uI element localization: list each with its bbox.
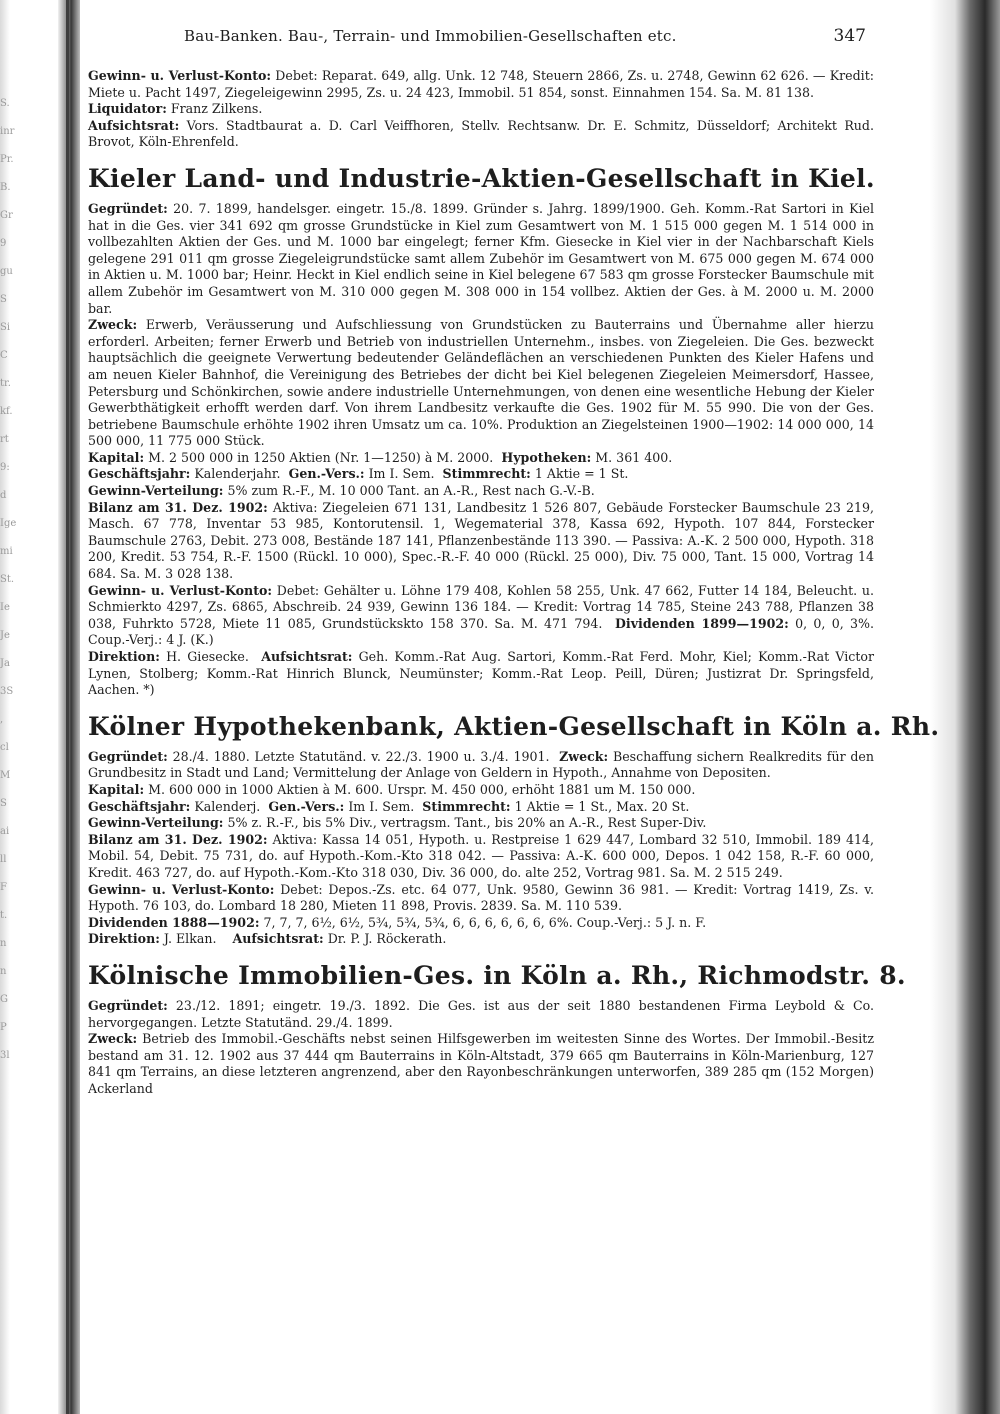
facing-page-fragment: Ie	[0, 602, 10, 613]
facing-page-fragment: Je	[0, 630, 10, 641]
liquidator-paragraph	[88, 101, 874, 118]
zweck-paragraph	[88, 317, 874, 450]
field-label: Stimmrecht:	[442, 466, 531, 482]
field-text: Erwerb, Veräusserung und Aufschliessung von Grundstücken zu Bauterrains und Übernahme aller hierzu erforderl. Arbeiten; ferner Erwerb und Betrieb von industriellen Unternehm., insbes. von Ziegeleien. Die Ges. bezweckt hauptsächlich die geeignete Verwertung bedeutender Geländeflächen an verschiedenen Punkten des Kieler Hafens und am neuen Kieler Bahnhof, die Vereinigung des Betriebes der dicht bei Kiel belegenen Ziegeleien Meimersdorf, Hassee, Petersburg und Schönkirchen, sowie andere industrielle Unternehmungen, von denen eine wesentliche Hebung der Kieler Gewerbthätigkeit erhofft werden darf. Von ihrem Landbesitz verkaufte die Ges. 1902 für M. 55 990. Die von der Ges. betriebene Baumschule erhöhte 1902 ihren Umsatz um ca. 10%. Produktion an Ziegelsteinen 1900—1902: 14 000 000, 14 500 000, 11 775 000 Stück.	[88, 317, 874, 449]
gv-konto-paragraph	[88, 882, 874, 915]
field-text: Debet: Depos.-Zs. etc. 64 077, Unk. 9580, Gewinn 36 981. — Kredit: Vortrag 1419, Zs. v. Hypoth. 76 103, do. Lombard 18 280, Mieten 11 898, Provis. 2839. Sa. M. 110 539.	[88, 881, 874, 914]
facing-page-fragment: inr	[0, 126, 15, 137]
field-label: Aufsichtsrat:	[232, 931, 324, 947]
field-text: Dr. P. J. Röckerath.	[323, 931, 447, 947]
facing-page-fragment: n	[0, 966, 7, 977]
facing-page-fragment: M	[0, 770, 11, 781]
field-text: 28./4. 1880. Letzte Statutänd. v. 22./3. 1900 u. 3./4. 1901.	[167, 748, 550, 764]
field-label: Gewinn-Verteilung:	[88, 815, 224, 831]
gewinn-verteilung-paragraph	[88, 483, 874, 500]
field-text: Kalenderj.	[190, 798, 261, 814]
gegruendet-paragraph	[88, 749, 874, 782]
facing-page-fragment: 9	[0, 238, 7, 249]
facing-page-fragment: ,	[0, 714, 4, 725]
field-text: M. 600 000 in 1000 Aktien à M. 600. Urspr. M. 450 000, erhöht 1881 um M. 150 000.	[144, 781, 696, 797]
field-label: Gewinn- u. Verlust-Konto:	[88, 582, 273, 598]
field-text: Geh. Komm.-Rat Aug. Sartori, Komm.-Rat Ferd. Mohr, Kiel; Komm.-Rat Victor Lynen, Stolberg; Komm.-Rat Hinrich Blunck, Neumünster; Komm.-Rat Leop. Peill, Düren; Justizrat Dr. Springsfeld, Aachen. *)	[88, 649, 874, 698]
facing-page-fragment: ll	[0, 854, 7, 865]
field-label: Direktion:	[88, 649, 160, 664]
field-label: Hypotheken:	[501, 449, 592, 465]
kapital-paragraph	[88, 782, 874, 799]
kapital-paragraph	[88, 450, 874, 467]
field-label: Zweck:	[559, 748, 609, 764]
field-text: 1 Aktie = 1 St.	[530, 466, 629, 482]
field-label: Kapital:	[88, 449, 145, 465]
entry-title-koelnische-immobilien: Kölnische Immobilien-Ges. in Köln a. Rh., Richmodstr. 8.	[88, 960, 906, 990]
running-head: Bau-Banken. Bau-, Terrain- und Immobilien-Gesellschaften etc.	[184, 27, 677, 45]
field-label: Stimmrecht:	[422, 798, 511, 814]
field-label: Gen.-Vers.:	[288, 466, 365, 482]
facing-page-fragment: cl	[0, 742, 9, 753]
page-number: 347	[833, 26, 866, 46]
page-content	[88, 26, 940, 1103]
field-label: Direktion:	[88, 931, 160, 947]
entry-continuation	[88, 68, 874, 151]
field-text: Kalenderjahr.	[190, 466, 281, 482]
facing-page-fragment: 3S	[0, 686, 14, 697]
field-text: 20. 7. 1899, handelsger. eingetr. 15./8. 1899. Gründer s. Jahrg. 1899/1900. Geh. Komm.-Rat Sartori in Kiel hat in die Ges. vier 341 692 qm grosse Grundstücke in Kiel zum Gesamtwert von M. 1 515 000 gegen M. 1 514 000 in vollbezahlten Aktien der Ges. und M. 1000 bar eingelegt; ferner Kfm. Giesecke in Kiel vier in der Nachbarschaft Kiels gelegene 291 011 qm grosse Ziegeleigrundstücke samt allem Zubehör im Gesamtwert von M. 675 000 gegen M. 674 000 in Aktien u. M. 1000 bar; Heinr. Heckt in Kiel endlich seine in Kiel belegene 67 583 qm grosse Forstecker Baumschule mit allem Zubehör im Gesamtwert von M. 310 000 gegen M. 308 000 in 154 vollbez. Aktien der Ges. à M. 2000 u. M. 2000 bar.	[88, 200, 874, 316]
facing-page-fragment: S	[0, 294, 7, 305]
field-text: Beschaffung sichern Realkredits für den Grundbesitz in Stadt und Land; Vermittelung der Anlage von Geldern in Hypoth., Annahme von Depositen.	[88, 748, 874, 781]
field-label: Geschäftsjahr:	[88, 466, 191, 482]
gegruendet-paragraph	[88, 201, 874, 317]
facing-page-fragment: F	[0, 882, 7, 893]
field-text: Aktiva: Ziegeleien 671 131, Landbesitz 1 526 807, Gebäude Forstecker Baumschule 23 219, Masch. 67 778, Inventar 53 985, Kontorutensil. 1, Wegematerial 378, Kassa 692, Hypoth. 107 844, Forstecker Baumschule 2763, Debit. 273 008, Bestände 187 141, Pflanzenbestände 113 390. — Passiva: A.-K. 2 500 000, Hypoth. 318 200, Kredit. 53 754, R.-F. 1500 (Rückl. 10 000), Spec.-R.-F. 40 000 (Rückl. 25 000), Div. 75 000, Tant. 15 000, Vortrag 14 684. Sa. M. 3 028 138.	[88, 499, 874, 582]
field-label: Zweck:	[88, 1031, 138, 1047]
field-label: Bilanz am 31. Dez. 1902:	[88, 831, 268, 847]
facing-page-fragment: tr.	[0, 378, 11, 389]
aufsichtsrat-paragraph	[88, 118, 874, 151]
field-label: Aufsichtsrat:	[261, 649, 353, 664]
facing-page-fragment: Pr.	[0, 154, 14, 165]
facing-page-fragment: n	[0, 938, 7, 949]
field-text: 0, 0, 0, 3%. Coup.-Verj.: 4 J. (K.)	[88, 615, 874, 648]
facing-page-fragment: Gr	[0, 210, 13, 221]
field-text: Franz Zilkens.	[166, 101, 263, 117]
facing-page-fragment: C	[0, 350, 8, 361]
field-label: Bilanz am 31. Dez. 1902:	[88, 499, 268, 515]
field-label: Dividenden 1899—1902:	[615, 615, 789, 631]
entry-kieler	[88, 201, 874, 699]
entry-title-koelner-hypothekenbank: Kölner Hypothekenbank, Aktien-Gesellschaft in Köln a. Rh.	[88, 711, 940, 741]
bilanz-paragraph	[88, 832, 874, 882]
facing-page-fragment: t.	[0, 910, 8, 921]
field-label: Gewinn- u. Verlust-Konto:	[88, 881, 275, 897]
field-text: Debet: Reparat. 649, allg. Unk. 12 748, Steuern 2866, Zs. u. 2748, Gewinn 62 626. — Kredit: Miete u. Pacht 1497, Ziegeleigewinn 2995, Zs. u. 24 423, Immobil. 51 854, sonst. Einnahmen 154. Sa. M. 81 138.	[88, 68, 874, 100]
facing-page-fragment: kf.	[0, 406, 13, 417]
page-header	[88, 28, 874, 56]
field-label: Gen.-Vers.:	[268, 798, 345, 814]
facing-page-fragment: d	[0, 490, 7, 501]
field-text: Im I. Sem.	[344, 798, 415, 814]
entry-koelnische-immobilien	[88, 998, 874, 1098]
field-text: J. Elkan.	[159, 931, 217, 947]
field-label: Gegründet:	[88, 997, 168, 1013]
facing-page-fragment: B.	[0, 182, 11, 193]
gv-paragraph	[88, 68, 874, 101]
direktion-paragraph	[88, 931, 874, 948]
entry-koelner-hypothekenbank	[88, 749, 874, 948]
field-label: Dividenden 1888—1902:	[88, 914, 260, 930]
facing-page-fragment: rt	[0, 434, 9, 445]
field-text: 5% z. R.-F., bis 5% Div., vertragsm. Tant., bis 20% an A.-R., Rest Super-Div.	[223, 815, 707, 831]
field-text: 7, 7, 7, 6½, 6½, 5¾, 5¾, 5¾, 6, 6, 6, 6, 6, 6, 6%. Coup.-Verj.: 5 J. n. F.	[259, 914, 707, 930]
field-text: Aktiva: Kassa 14 051, Hypoth. u. Restpreise 1 629 447, Lombard 32 510, Immobil. 189 414, Mobil. 54, Debit. 75 731, do. auf Hypoth.-Kom.-Kto 318 042. — Passiva: A.-K. 600 000, Depos. 1 042 158, R.-F. 60 000, Kredit. 463 727, do. auf Hypoth.-Kom.-Kto 318 030, Div. 36 000, do. alte 252, Vortrag 981. Sa. M. 2 515 249.	[88, 831, 874, 880]
field-label: Zweck:	[88, 317, 138, 333]
geschaeftsjahr-paragraph	[88, 799, 874, 816]
facing-page-fragment: 3l	[0, 1050, 10, 1061]
facing-page-fragment: ai	[0, 826, 10, 837]
field-label: Gegründet:	[88, 748, 168, 764]
field-text: 5% zum R.-F., M. 10 000 Tant. an A.-R., Rest nach G.-V.-B.	[223, 483, 595, 499]
field-label: Geschäftsjahr:	[88, 798, 191, 814]
facing-page-fragment: Ja	[0, 658, 10, 669]
facing-page-fragment: Ige	[0, 518, 17, 529]
facing-page-fragment: S.	[0, 98, 10, 109]
field-text: M. 2 500 000 in 1250 Aktien (Nr. 1—1250) à M. 2000.	[144, 449, 494, 465]
direktion-paragraph	[88, 649, 874, 699]
facing-page-fragment: 9:	[0, 462, 10, 473]
field-label: Kapital:	[88, 781, 145, 797]
facing-page-fragment: Si	[0, 322, 11, 333]
zweck-paragraph	[88, 1031, 874, 1097]
gv-konto-paragraph	[88, 583, 874, 649]
field-text: Im I. Sem.	[364, 466, 435, 482]
field-text: Betrieb des Immobil.-Geschäfts nebst seinen Hilfsgewerben im weitesten Sinne des Wortes. Der Immobil.-Besitz bestand am 31. 12. 1902 aus 37 444 qm Bauterrains in Köln-Altstadt, 379 665 qm Bauterrains in Köln-Marienburg, 127 841 qm Terrains, an diese letzteren angrenzend, aber den Rayonbeschränkungen unterworfen, 389 285 qm (152 Morgen) Ackerland	[88, 1031, 874, 1096]
facing-page-fragment: G	[0, 994, 8, 1005]
bilanz-paragraph	[88, 500, 874, 583]
gewinn-verteilung-paragraph	[88, 815, 874, 832]
facing-page-fragment: St.	[0, 574, 15, 585]
book-gutter-line	[66, 0, 69, 1414]
field-text: Vors. Stadtbaurat a. D. Carl Veiffhoren, Stellv. Rechtsanw. Dr. E. Schmitz, Düsseldorf; Architekt Rud. Brovot, Köln-Ehrenfeld.	[88, 117, 874, 150]
facing-page-fragments	[0, 90, 62, 1070]
facing-page-fragment: P	[0, 1022, 7, 1033]
field-text: H. Giesecke.	[159, 649, 249, 664]
field-text: 1 Aktie = 1 St., Max. 20 St.	[510, 798, 690, 814]
geschaeftsjahr-paragraph	[88, 466, 874, 483]
field-text: Debet: Gehälter u. Löhne 179 408, Kohlen 58 255, Unk. 47 662, Futter 14 184, Beleucht. u. Schmierkto 4297, Zs. 6865, Abschreib. 24 939, Gewinn 136 184. — Kredit: Vortrag 14 785, Steine 243 788, Pflanzen 38 038, Fuhrkto 5728, Miete 11 085, Grundstückskto 158 370. Sa. M. 471 794.	[88, 582, 875, 631]
field-label: Gegründet:	[88, 200, 168, 216]
entry-title-kieler: Kieler Land- und Industrie-Aktien-Gesellschaft in Kiel.	[88, 163, 875, 193]
field-text: 23./12. 1891; eingetr. 19./3. 1892. Die Ges. ist aus der seit 1880 bestandenen Firma Leybold & Co. hervorgegangen. Letzte Statutänd. 29./4. 1899.	[88, 997, 874, 1030]
facing-page-fragment: mi	[0, 546, 13, 557]
field-text: M. 361 400.	[591, 449, 673, 465]
facing-page-fragment: S	[0, 798, 7, 809]
dividenden-paragraph	[88, 915, 874, 932]
field-label: Liquidator:	[88, 101, 167, 117]
facing-page-fragment: gu	[0, 266, 13, 277]
field-label: Gewinn-Verteilung:	[88, 483, 224, 499]
field-label: Aufsichtsrat:	[88, 117, 180, 133]
gegruendet-paragraph	[88, 998, 874, 1031]
field-label: Gewinn- u. Verlust-Konto:	[88, 68, 272, 83]
